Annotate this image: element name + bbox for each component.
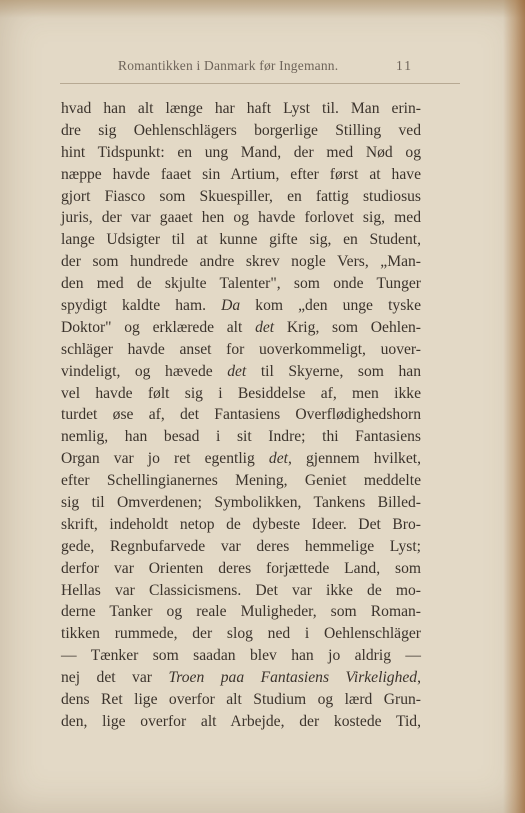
text-line: vindeligt, og hævede det til Skyerne, som han <box>61 362 421 380</box>
text-line: derfor var Orienten deres forjættede Land, som <box>61 559 421 577</box>
italic-phrase: det <box>255 318 275 336</box>
text-line: schläger havde anset for uoverkommeligt, uover- <box>61 340 421 358</box>
italic-phrase: det <box>227 362 247 380</box>
text-line: juris, der var gaaet hen og havde forlovet sig, med <box>61 209 421 227</box>
text-line: derne Tanker og reale Muligheder, som Roman- <box>61 603 421 621</box>
page-right-edge <box>503 0 525 813</box>
page-top-edge <box>0 0 525 18</box>
italic-phrase: det <box>268 450 288 468</box>
text-line: den med de skjulte Talenter", som onde Tunger <box>61 275 421 293</box>
running-header <box>0 58 525 80</box>
text-line: — Tænker som saadan blev han jo aldrig — <box>61 647 421 665</box>
page-number: 11 <box>396 58 413 73</box>
text-line: der som hundrede andre skrev nogle Vers, „Man- <box>61 253 421 271</box>
text-line: Hellas var Classicismens. Det var ikke de mo- <box>61 581 421 599</box>
text-line: skrift, indeholdt netop de dybeste Ideer. Det Bro- <box>61 515 421 533</box>
text-line: gede, Regnbufarvede var deres hemmelige Lyst; <box>61 537 421 555</box>
text-line: gjort Fiasco som Skuespiller, en fattig studiosus <box>61 187 421 205</box>
text-line: efter Schellingianernes Mening, Geniet meddelte <box>61 472 421 490</box>
text-line: Organ var jo ret egentlig det, gjennem hvilket, <box>61 450 421 468</box>
text-line: nej det var Troen paa Fantasiens Virkelighed, <box>61 669 421 687</box>
text-line: vel havde følt sig i Besiddelse af, men ikke <box>61 384 421 402</box>
text-line: lange Udsigter til at kunne gifte sig, en Student, <box>61 231 421 249</box>
text-line: hint Tidspunkt: en ung Mand, der med Nød og <box>61 143 421 161</box>
text-line: sig til Omverdenen; Symbolikken, Tankens Billed- <box>61 494 421 512</box>
header-rule <box>60 83 460 84</box>
text-line: hvad han alt længe har haft Lyst til. Man erin- <box>61 100 421 117</box>
text-line: dre sig Oehlenschlägers borgerlige Stilling ved <box>61 121 421 139</box>
text-line: turdet øse af, det Fantasiens Overflødighedshorn <box>61 406 421 424</box>
text-line: Doktor" og erklærede alt det Krig, som Oehlen- <box>61 318 421 336</box>
italic-phrase: Troen paa Fantasiens Virkelighed <box>168 669 418 687</box>
text-line: dens Ret lige overfor alt Studium og lærd Grun- <box>61 691 421 709</box>
text-line: tikken rummede, der slog ned i Oehlenschläger <box>61 625 421 643</box>
text-line: næppe havde faaet sin Artium, efter først at have <box>61 165 421 183</box>
text-line: spydigt kaldte ham. Da kom „den unge tyske <box>61 297 422 315</box>
running-header-title: Romantikken i Danmark før Ingemann. <box>118 58 339 73</box>
italic-phrase: Da <box>221 297 241 315</box>
text-line: den, lige overfor alt Arbejde, der kostede Tid, <box>61 712 421 730</box>
text-line: nemlig, han besad i sit Indre; thi Fantasiens <box>61 428 421 446</box>
body-text <box>61 98 421 733</box>
